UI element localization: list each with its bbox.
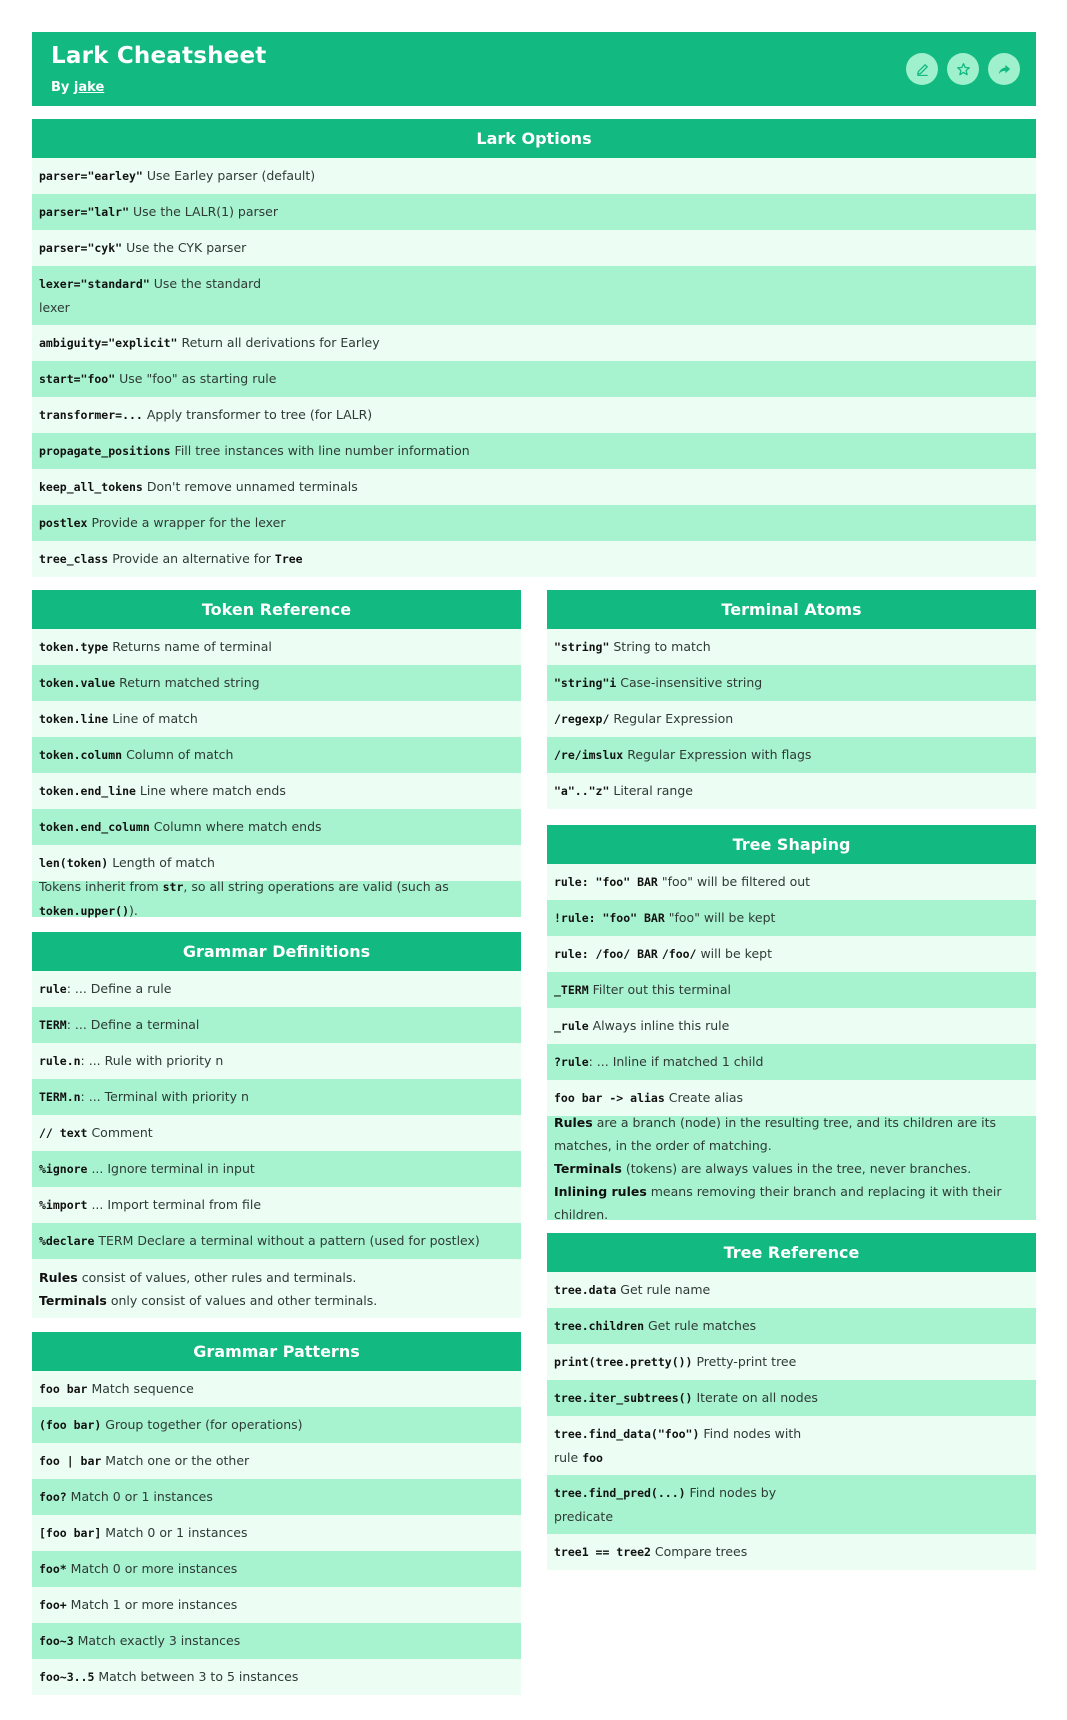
description-text: predicate: [554, 1509, 614, 1524]
section-lark-options: [32, 119, 1036, 577]
description-text: Compare trees: [650, 1544, 748, 1559]
edit-button[interactable]: [906, 53, 938, 85]
table-row: [32, 971, 521, 1007]
description-text: Returns name of terminal: [108, 639, 272, 654]
code-snippet: tree1 == tree2: [554, 1545, 651, 1559]
row-content: [554, 707, 1029, 731]
table-row: [547, 1416, 1036, 1475]
row-content: [39, 200, 1029, 224]
favorite-button[interactable]: [947, 53, 979, 85]
table-row: [32, 1115, 521, 1151]
code-snippet: // text: [39, 1126, 88, 1140]
description-text: Don't remove unnamed terminals: [142, 479, 358, 494]
description-text: Iterate on all nodes: [692, 1390, 818, 1405]
code-snippet: tree.children: [554, 1319, 645, 1333]
row-content: [554, 1086, 1029, 1110]
description-text: Column of match: [122, 747, 234, 762]
table-row: [547, 773, 1036, 809]
table-row: [547, 1534, 1036, 1570]
row-content: [554, 1422, 1029, 1470]
description-text: Group together (for operations): [101, 1417, 303, 1432]
table-row: [32, 1079, 521, 1115]
description-text: String to match: [609, 639, 711, 654]
row-content: [39, 1449, 514, 1473]
code-snippet: TERM.n: [39, 1090, 81, 1104]
row-content: [39, 272, 1029, 319]
table-row: [547, 1272, 1036, 1308]
table-row: [32, 1623, 521, 1659]
table-row: [32, 773, 521, 809]
code-snippet: TERM: [39, 1018, 67, 1032]
code-snippet: %import: [39, 1198, 88, 1212]
description-text: Find nodes by: [685, 1485, 777, 1500]
row-content: [39, 403, 1029, 427]
section-token-reference: [32, 590, 521, 917]
table-row: [32, 1259, 521, 1318]
description-text: Case-insensitive string: [616, 675, 763, 690]
table-row: [32, 433, 1036, 469]
row-content: [39, 164, 1029, 188]
row-content: [554, 906, 1029, 930]
code-snippet: rule: "foo" BAR: [554, 875, 658, 889]
table-row: [32, 1551, 521, 1587]
share-arrow-icon: [997, 62, 1012, 77]
table-row: [32, 158, 1036, 194]
code-snippet: token.line: [39, 712, 109, 726]
row-content: [554, 635, 1029, 659]
description-text: Match between 3 to 5 instances: [94, 1669, 299, 1684]
description-text: Comment: [87, 1125, 153, 1140]
code-snippet: foo bar: [39, 1382, 88, 1396]
row-content: [554, 942, 1029, 966]
table-row: [547, 665, 1036, 701]
row-content: [554, 870, 1029, 894]
table-row: [32, 881, 521, 917]
description-text: Match 1 or more instances: [66, 1597, 238, 1612]
row-content: [39, 977, 514, 1001]
description-text: : ... Inline if matched 1 child: [588, 1054, 764, 1069]
row-content: [39, 1121, 514, 1145]
description-text: Match 0 or more instances: [66, 1561, 238, 1576]
table-row: [547, 629, 1036, 665]
description-text: Use the CYK parser: [122, 240, 247, 255]
code-snippet: %ignore: [39, 1162, 88, 1176]
table-row: [32, 1007, 521, 1043]
code-snippet: /regexp/: [554, 712, 610, 726]
row-content: [39, 1013, 514, 1037]
code-snippet: !rule: "foo" BAR: [554, 911, 665, 925]
bold-term: Terminals: [554, 1160, 622, 1176]
row-content: [39, 331, 1029, 355]
code-snippet: /foo/: [661, 947, 697, 961]
description-text: Literal range: [609, 783, 693, 798]
table-row: [32, 1187, 521, 1223]
code-snippet: tree.find_data("foo"): [554, 1426, 700, 1441]
row-content: [39, 367, 1029, 391]
section-rows: [32, 629, 521, 917]
table-row: [547, 900, 1036, 936]
code-snippet: transformer=...: [39, 408, 143, 422]
description-text: Use Earley parser (default): [142, 168, 316, 183]
row-content: [554, 1014, 1029, 1038]
description-text: Find nodes with: [699, 1425, 802, 1441]
code-snippet: [foo bar]: [39, 1526, 102, 1540]
code-snippet: rule: [39, 982, 67, 996]
table-row: [32, 325, 1036, 361]
table-row: [32, 194, 1036, 230]
section-title: Terminal Atoms: [547, 590, 1036, 629]
description-text: Get rule name: [616, 1282, 711, 1297]
description-text: lexer: [39, 300, 70, 315]
description-text: TERM Declare a terminal without a pattern (used for postlex): [94, 1233, 480, 1248]
table-row: [547, 1044, 1036, 1080]
section-title: Grammar Patterns: [32, 1332, 521, 1371]
table-row: [32, 1371, 521, 1407]
description-text: Match 0 or 1 instances: [101, 1525, 248, 1540]
description-text: means removing their branch and replacing it with their children.: [554, 1183, 1002, 1222]
table-row: [32, 505, 1036, 541]
row-content: [39, 1229, 514, 1253]
section-title: Token Reference: [32, 590, 521, 629]
table-row: [32, 1151, 521, 1187]
section-title: Lark Options: [32, 119, 1036, 158]
row-content: [554, 1314, 1029, 1338]
table-row: [32, 629, 521, 665]
code-snippet: foo+: [39, 1598, 67, 1612]
description-text: Provide an alternative for: [108, 551, 275, 566]
table-row: [547, 864, 1036, 900]
table-row: [547, 1116, 1036, 1220]
row-content: [554, 743, 1029, 767]
table-row: [32, 361, 1036, 397]
row-content: [39, 1049, 514, 1073]
table-row: [32, 266, 1036, 325]
code-snippet: "a".."z": [554, 784, 610, 798]
description-text: ).: [129, 903, 138, 918]
description-text: Provide a wrapper for the lexer: [87, 515, 286, 530]
code-snippet: lexer="standard": [39, 277, 150, 291]
row-content: [39, 851, 514, 875]
row-content: [39, 547, 1029, 571]
row-content: [39, 1665, 514, 1689]
table-row: [32, 469, 1036, 505]
row-content: [554, 1350, 1029, 1374]
code-snippet: foo~3..5: [39, 1670, 95, 1684]
description-text: : ... Define a rule: [66, 981, 172, 996]
row-content: [39, 743, 514, 767]
code-snippet: parser="earley": [39, 169, 143, 183]
description-text: Match exactly 3 instances: [73, 1633, 241, 1648]
row-content: [39, 1266, 514, 1312]
share-button[interactable]: [988, 53, 1020, 85]
bold-term: Rules: [39, 1269, 78, 1285]
code-snippet: foo~3: [39, 1634, 74, 1648]
code-snippet: foo | bar: [39, 1454, 102, 1468]
row-content: [39, 1557, 514, 1581]
description-text: Length of match: [108, 855, 215, 870]
code-snippet: token.value: [39, 676, 116, 690]
description-text: will be kept: [696, 946, 772, 961]
table-row: [32, 809, 521, 845]
table-row: [32, 397, 1036, 433]
code-snippet: rule.n: [39, 1054, 81, 1068]
code-snippet: token.column: [39, 748, 123, 762]
row-content: [554, 1278, 1029, 1302]
description-text: (tokens) are always values in the tree, never branches.: [621, 1160, 972, 1176]
description-text: Create alias: [664, 1090, 744, 1105]
code-snippet: tree.iter_subtrees(): [554, 1391, 693, 1405]
code-snippet: str: [162, 880, 184, 894]
code-snippet: foo?: [39, 1490, 67, 1504]
row-content: [39, 779, 514, 803]
table-row: [547, 936, 1036, 972]
row-content: [39, 815, 514, 839]
row-content: [554, 1386, 1029, 1410]
byline-prefix: By: [51, 80, 74, 95]
code-snippet: rule: /foo/ BAR: [554, 947, 658, 961]
section-grammar-definitions: [32, 932, 521, 1318]
row-content: [39, 1629, 514, 1653]
code-snippet: print(tree.pretty()): [554, 1355, 693, 1369]
table-row: [32, 1659, 521, 1695]
row-content: [39, 1413, 514, 1437]
row-content: [39, 1593, 514, 1617]
description-text: Always inline this rule: [588, 1018, 730, 1033]
description-text: Line of match: [108, 711, 198, 726]
table-row: [32, 1223, 521, 1259]
description-text: : ... Rule with priority n: [80, 1053, 224, 1068]
code-snippet: tree_class: [39, 552, 109, 566]
section-tree-shaping: [547, 825, 1036, 1220]
code-snippet: Tree: [274, 552, 303, 566]
table-row: [32, 1479, 521, 1515]
table-row: [547, 972, 1036, 1008]
code-snippet: ambiguity="explicit": [39, 336, 178, 350]
description-text: Filter out this terminal: [588, 982, 731, 997]
description-text: Use "foo" as starting rule: [115, 371, 277, 386]
section-rows: [32, 971, 521, 1318]
section-rows: [32, 1371, 521, 1695]
description-text: Regular Expression: [609, 711, 734, 726]
row-content: [39, 1521, 514, 1545]
table-row: [32, 541, 1036, 577]
row-content: [39, 1193, 514, 1217]
description-text: Apply transformer to tree (for LALR): [142, 407, 373, 422]
description-text: Use the standard: [149, 276, 262, 291]
description-text: : ... Define a terminal: [66, 1017, 200, 1032]
bold-term: Rules: [554, 1114, 593, 1130]
code-snippet: start="foo": [39, 372, 116, 386]
description-text: Return all derivations for Earley: [177, 335, 380, 350]
code-snippet: parser="lalr": [39, 205, 130, 219]
code-snippet: "string"i: [554, 676, 617, 690]
table-row: [547, 1344, 1036, 1380]
table-row: [32, 1407, 521, 1443]
row-content: [39, 1157, 514, 1181]
description-text: Return matched string: [115, 675, 260, 690]
description-text: Match 0 or 1 instances: [66, 1489, 213, 1504]
description-text: Tokens inherit from: [39, 879, 163, 894]
section-rows: [32, 158, 1036, 577]
row-content: [39, 1377, 514, 1401]
code-snippet: tree.data: [554, 1283, 617, 1297]
code-snippet: postlex: [39, 516, 88, 530]
pencil-icon: [915, 62, 930, 77]
code-snippet: /re/imslux: [554, 748, 624, 762]
section-title: Tree Reference: [547, 1233, 1036, 1272]
row-content: [554, 978, 1029, 1002]
table-row: [547, 1008, 1036, 1044]
author-link[interactable]: jake: [73, 80, 105, 95]
row-content: [39, 707, 514, 731]
code-snippet: foo bar -> alias: [554, 1091, 665, 1105]
description-text: "foo" will be filtered out: [657, 874, 811, 889]
code-snippet: foo*: [39, 1562, 67, 1576]
table-row: [547, 737, 1036, 773]
description-text: only consist of values and other terminals.: [106, 1292, 378, 1308]
row-content: [554, 779, 1029, 803]
row-content: [554, 1111, 1029, 1226]
code-snippet: token.end_line: [39, 784, 136, 798]
section-grammar-patterns: [32, 1332, 521, 1695]
table-row: [32, 1587, 521, 1623]
row-content: [39, 511, 1029, 535]
description-text: , so all string operations are valid (such as: [183, 879, 449, 894]
page-title: Lark Cheatsheet: [51, 43, 267, 69]
description-text: : ... Terminal with priority n: [80, 1089, 249, 1104]
table-row: [32, 665, 521, 701]
code-snippet: propagate_positions: [39, 444, 171, 458]
table-row: [547, 1380, 1036, 1416]
description-text: Get rule matches: [644, 1318, 757, 1333]
row-content: [39, 1485, 514, 1509]
table-row: [547, 1475, 1036, 1534]
bold-term: Inlining rules: [554, 1183, 647, 1199]
description-text: Match one or the other: [101, 1453, 250, 1468]
code-snippet: len(token): [39, 856, 109, 870]
table-row: [547, 1308, 1036, 1344]
table-row: [32, 1443, 521, 1479]
row-content: [39, 671, 514, 695]
description-text: Regular Expression with flags: [623, 747, 812, 762]
table-row: [32, 1043, 521, 1079]
code-snippet: parser="cyk": [39, 241, 123, 255]
description-text: Use the LALR(1) parser: [129, 204, 279, 219]
star-icon: [956, 62, 971, 77]
description-text: Match sequence: [87, 1381, 194, 1396]
description-text: rule: [554, 1449, 583, 1465]
row-content: [39, 236, 1029, 260]
description-text: Line where match ends: [135, 783, 286, 798]
row-content: [39, 475, 1029, 499]
row-content: [554, 1481, 1029, 1528]
description-text: Pretty-print tree: [692, 1354, 797, 1369]
description-text: are a branch (node) in the resulting tree, and its children are its matches, in the order of matching.: [554, 1114, 997, 1153]
row-content: [554, 671, 1029, 695]
section-rows: [547, 864, 1036, 1220]
description-text: ... Ignore terminal in input: [87, 1161, 255, 1176]
section-title: Grammar Definitions: [32, 932, 521, 971]
code-snippet: "string": [554, 640, 610, 654]
table-row: [32, 737, 521, 773]
row-content: [39, 439, 1029, 463]
row-content: [39, 635, 514, 659]
description-text: Column where match ends: [149, 819, 322, 834]
code-snippet: foo: [582, 1450, 603, 1465]
code-snippet: token.upper(): [39, 904, 130, 918]
table-row: [32, 701, 521, 737]
row-content: [554, 1050, 1029, 1074]
description-text: consist of values, other rules and terminals.: [77, 1269, 357, 1285]
code-snippet: ?rule: [554, 1055, 589, 1069]
code-snippet: _rule: [554, 1019, 589, 1033]
section-rows: [547, 1272, 1036, 1570]
code-snippet: token.type: [39, 640, 109, 654]
code-snippet: keep_all_tokens: [39, 480, 143, 494]
code-snippet: token.end_column: [39, 820, 150, 834]
page-header: [32, 32, 1036, 106]
section-title: Tree Shaping: [547, 825, 1036, 864]
code-snippet: %declare: [39, 1234, 95, 1248]
row-content: [554, 1540, 1029, 1564]
section-terminal-atoms: [547, 590, 1036, 809]
section-tree-reference: [547, 1233, 1036, 1570]
code-snippet: (foo bar): [39, 1418, 102, 1432]
table-row: [32, 230, 1036, 266]
code-snippet: tree.find_pred(...): [554, 1486, 686, 1500]
description-text: ... Import terminal from file: [87, 1197, 262, 1212]
description-text: "foo" will be kept: [664, 910, 776, 925]
description-text: Fill tree instances with line number information: [170, 443, 470, 458]
table-row: [32, 1515, 521, 1551]
table-row: [547, 701, 1036, 737]
bold-term: Terminals: [39, 1292, 107, 1308]
byline: [51, 80, 104, 95]
code-snippet: _TERM: [554, 983, 589, 997]
row-content: [39, 1085, 514, 1109]
row-content: [39, 875, 514, 923]
section-rows: [547, 629, 1036, 809]
